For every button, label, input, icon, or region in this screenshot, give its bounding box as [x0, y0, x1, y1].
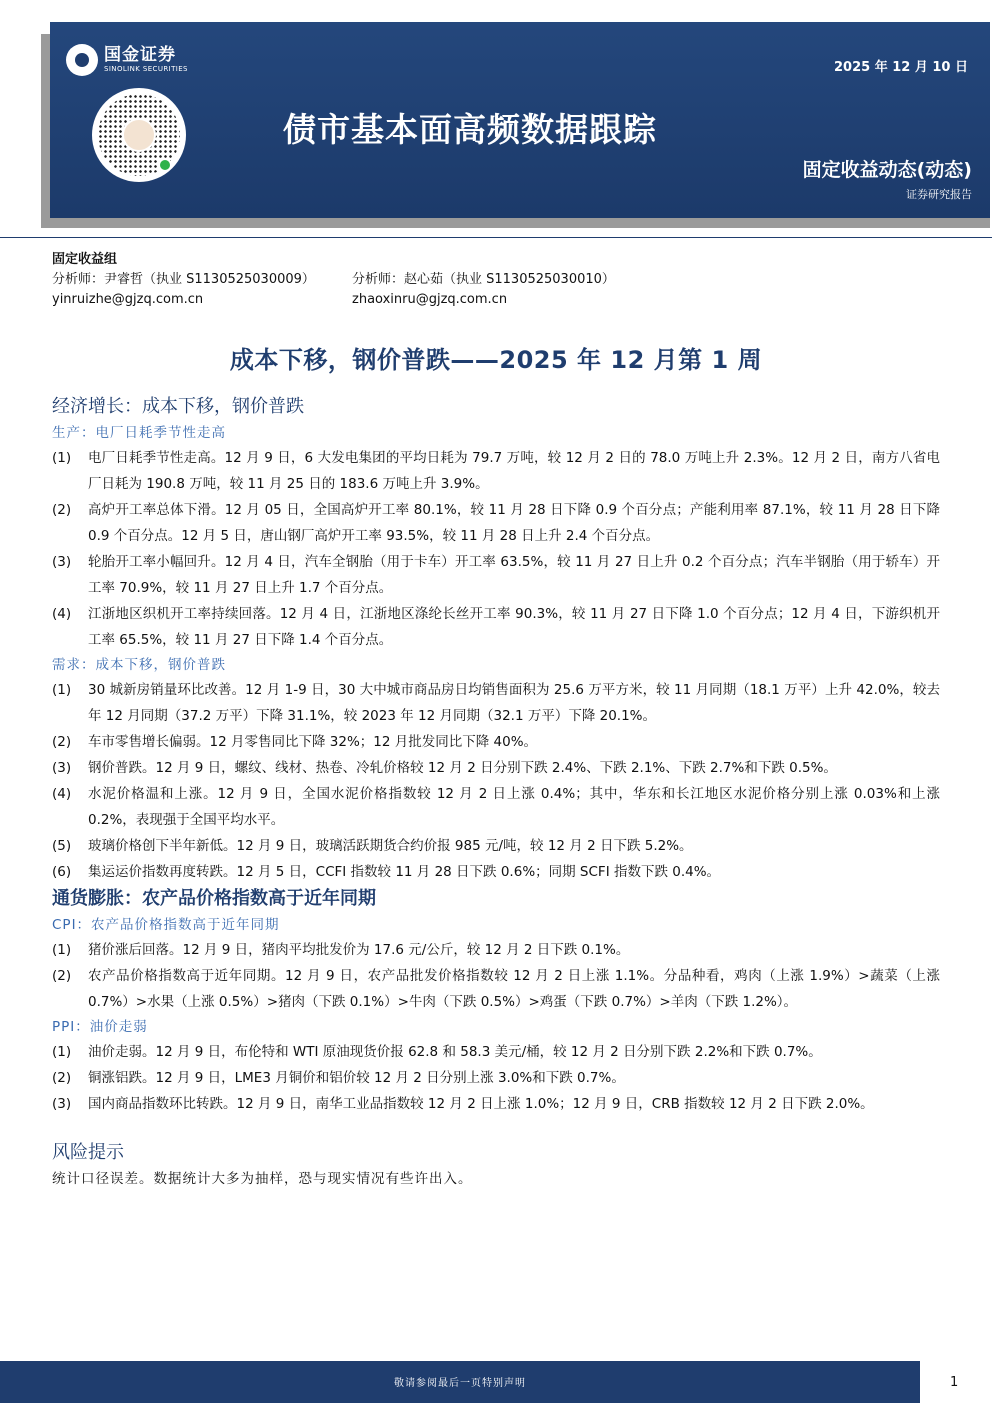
wechat-miniprogram-icon: [158, 158, 172, 172]
footer-disclaimer: 敬请参阅最后一页特别声明: [394, 1378, 526, 1389]
list-item-number: (3): [52, 760, 72, 776]
list-item-text: 农产品价格指数高于近年同期。12 月 9 日，农产品批发价格指数较 12 月 2 日上涨 1.1%。分品种看，鸡肉（上涨 1.9%）>蔬菜（上涨 0.7%）>水果（上涨 0.5%）>猪肉（下跌 0.1%）>牛肉（下跌 0.5%）>鸡蛋（下跌 0.7%）>羊肉（下跌 1.2%）。: [88, 968, 940, 1010]
list-item-number: (4): [52, 606, 72, 622]
list-item: [52, 549, 940, 601]
subsection-heading: 生产：电厂日耗季节性走高: [52, 425, 226, 441]
list-item-number: (2): [52, 1070, 72, 1086]
page-number: 1: [950, 1375, 959, 1390]
list-item: [52, 729, 940, 755]
analyst-1-name: 分析师：尹睿哲（执业 S1130525030009）: [52, 272, 315, 287]
list-item-number: (2): [52, 968, 72, 984]
list-item: [52, 1091, 940, 1117]
header-divider: [0, 237, 992, 238]
section-heading: 通货膨胀：农产品价格指数高于近年同期: [52, 888, 376, 909]
list-item-text: 国内商品指数环比转跌。12 月 9 日，南华工业品指数较 12 月 2 日上涨 1.0%；12 月 9 日，CRB 指数较 12 月 2 日下跌 2.0%。: [88, 1096, 874, 1112]
analyst-2-email[interactable]: zhaoxinru@gjzq.com.cn: [352, 292, 508, 307]
logo-name-en: SINOLINK SECURITIES: [104, 65, 188, 73]
list-item-text: 高炉开工率总体下滑。12 月 05 日，全国高炉开工率 80.1%，较 11 月 28 日下降 0.9 个百分点；产能利用率 87.1%，较 11 月 28 日下降 0.9 个百分点。12 月 5 日，唐山钢厂高炉开工率 93.5%，较 11 月 28 日上升 2.4 个百分点。: [88, 502, 940, 544]
list-item: [52, 937, 940, 963]
list-item-text: 车市零售增长偏弱。12 月零售同比下降 32%；12 月批发同比下降 40%。: [88, 734, 538, 750]
list-item: [52, 963, 940, 1015]
list-item-text: 30 城新房销量环比改善。12 月 1-9 日，30 大中城市商品房日均销售面积为 25.6 万平方米，较 11 月同期（18.1 万平）上升 42.0%，较去年 12 月同期（37.2 万平）下降 31.1%，较 2023 年 12 月同期（32.1 万平）下降 20.1%。: [88, 682, 940, 724]
qr-center-logo-icon: [122, 118, 156, 152]
subsection-heading: 需求：成本下移，钢价普跌: [52, 657, 226, 673]
list-item-text: 集运运价指数再度转跌。12 月 5 日，CCFI 指数较 11 月 28 日下跌 0.6%；同期 SCFI 指数下跌 0.4%。: [88, 864, 721, 880]
list-item-number: (1): [52, 450, 72, 466]
list-item-text: 江浙地区织机开工率持续回落。12 月 4 日，江浙地区涤纶长丝开工率 90.3%，较 11 月 27 日下降 1.0 个百分点；12 月 4 日，下游织机开工率 65.5%，较 11 月 27 日下降 1.4 个百分点。: [88, 606, 940, 648]
list-item: [52, 755, 940, 781]
list-item-number: (1): [52, 942, 72, 958]
analyst-block: [52, 250, 615, 310]
list-item-number: (6): [52, 864, 72, 880]
list-item: [52, 445, 940, 497]
list-item: [52, 1065, 940, 1091]
list-item-text: 电厂日耗季节性走高。12 月 9 日，6 大发电集团的平均日耗为 79.7 万吨，较 12 月 2 日的 78.0 万吨上升 2.3%。12 月 2 日，南方八省电厂日耗为 190.8 万吨，较 11 月 25 日的 183.6 万吨上升 3.9%。: [88, 450, 940, 492]
report-type: 证券研究报告: [906, 188, 972, 201]
risk-section-heading: 风险提示: [52, 1142, 124, 1163]
list-item-text: 轮胎开工率小幅回升。12 月 4 日，汽车全钢胎（用于卡车）开工率 63.5%，较 11 月 27 日上升 0.2 个百分点；汽车半钢胎（用于轿车）开工率 70.9%，较 11 月 27 日上升 1.7 个百分点。: [88, 554, 940, 596]
logo-name-cn: 国金证券: [104, 45, 176, 65]
list-item-text: 钢价普跌。12 月 9 日，螺纹、线材、热卷、冷轧价格较 12 月 2 日分别下跌 2.4%、下跌 2.1%、下跌 2.7%和下跌 0.5%。: [88, 760, 837, 776]
list-item-text: 铜涨铝跌。12 月 9 日，LME3 月铜价和铝价较 12 月 2 日分别上涨 3.0%和下跌 0.7%。: [88, 1070, 625, 1086]
section-heading: 经济增长：成本下移，钢价普跌: [52, 396, 304, 417]
subsection-heading: PPI：油价走弱: [52, 1019, 148, 1035]
list-item-text: 油价走弱。12 月 9 日，布伦特和 WTI 原油现货价报 62.8 和 58.3 美元/桶，较 12 月 2 日分别下跌 2.2%和下跌 0.7%。: [88, 1044, 822, 1060]
analyst-2-name: 分析师：赵心茹（执业 S1130525030010）: [352, 272, 615, 287]
list-item-number: (2): [52, 734, 72, 750]
report-date: 2025 年 12 月 10 日: [834, 60, 968, 75]
report-series-title: 债市基本面高频数据跟踪: [283, 110, 657, 149]
list-item: [52, 859, 940, 885]
company-logo: [66, 44, 188, 76]
list-item-number: (1): [52, 682, 72, 698]
list-item-number: (3): [52, 554, 72, 570]
analyst-1-email[interactable]: yinruizhe@gjzq.com.cn: [52, 292, 204, 307]
logo-mark-icon: [66, 44, 98, 76]
subsection-heading: CPI：农产品价格指数高于近年同期: [52, 917, 280, 933]
team-name: 固定收益组: [52, 252, 118, 267]
list-item-text: 水泥价格温和上涨。12 月 9 日，全国水泥价格指数较 12 月 2 日上涨 0.4%；其中，华东和长江地区水泥价格分别上涨 0.03%和上涨 0.2%，表现强于全国平均水平。: [88, 786, 940, 828]
document-title: 成本下移，钢价普跌——2025 年 12 月第 1 周: [229, 346, 763, 374]
list-item: [52, 497, 940, 549]
list-item: [52, 781, 940, 833]
list-item: [52, 677, 940, 729]
list-item: [52, 601, 940, 653]
list-item-text: 猪价涨后回落。12 月 9 日，猪肉平均批发价为 17.6 元/公斤，较 12 月 2 日下跌 0.1%。: [88, 942, 630, 958]
footer-bar: [0, 1361, 920, 1403]
list-item: [52, 1039, 940, 1065]
qr-code-icon: [92, 88, 186, 182]
list-item-number: (4): [52, 786, 72, 802]
list-item-number: (3): [52, 1096, 72, 1112]
risk-text: 统计口径误差。数据统计大多为抽样，恐与现实情况有些许出入。: [52, 1171, 473, 1187]
report-body: [52, 393, 940, 1191]
list-item-number: (2): [52, 502, 72, 518]
list-item-number: (1): [52, 1044, 72, 1060]
list-item-number: (5): [52, 838, 72, 854]
list-item-text: 玻璃价格创下半年新低。12 月 9 日，玻璃活跃期货合约价报 985 元/吨，较 12 月 2 日下跌 5.2%。: [88, 838, 693, 854]
list-item: [52, 833, 940, 859]
report-subtitle: 固定收益动态(动态): [802, 159, 972, 181]
